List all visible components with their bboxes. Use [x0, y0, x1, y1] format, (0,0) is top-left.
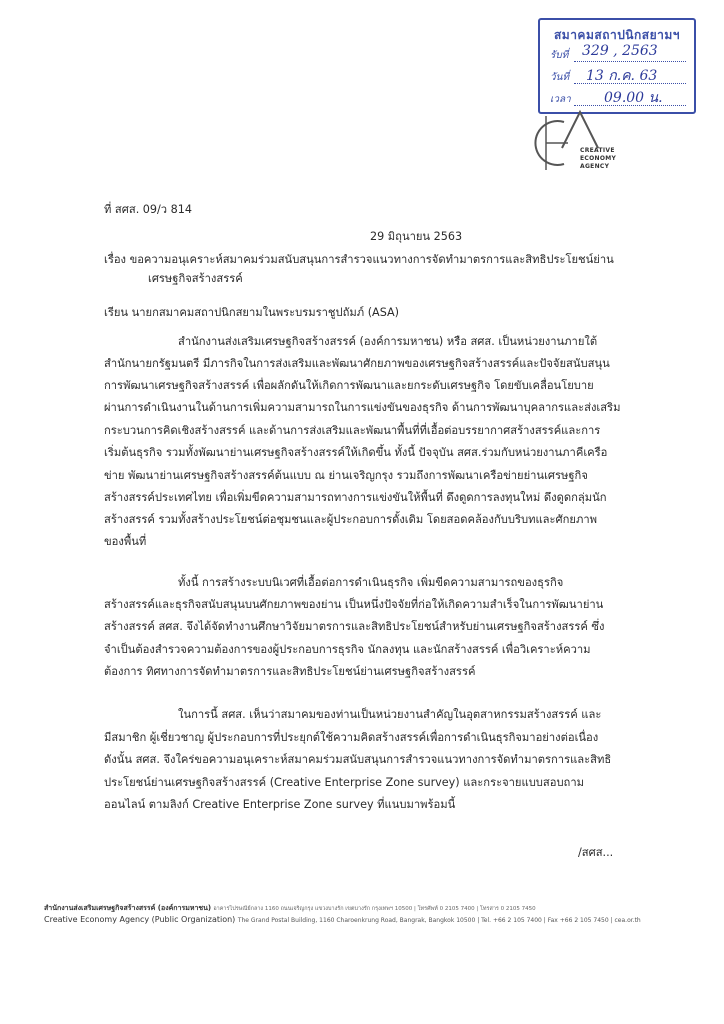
stamp-received-number: 329 , 2563 — [582, 43, 658, 59]
paragraph-1-line: เริ่มต้นธุรกิจ รวมทั้งพัฒนาย่านเศรษฐกิจสร้างสรรค์ให้เกิดขึ้น ทั้งนี้ ปัจจุบัน สศส.ร่วมกับหน่วยงานภาคีเครือ — [104, 446, 608, 459]
paragraph-2-line: ต้องการ ทิศทางการจัดทำมาตรการและสิทธิประโยชน์ย่านเศรษฐกิจสร้างสรรค์ — [104, 665, 476, 678]
footer-address-english: The Grand Postal Building, 1160 Charoenkrung Road, Bangrak, Bangkok 10500 | Tel. +66 2 105 7400 | Fax +66 2 105 7450 | cea.or.th — [237, 917, 641, 924]
paragraph-1-line: ผ่านการดำเนินงานในด้านการเพิ่มความสามารถในการแข่งขันของธุรกิจ ด้านการพัฒนาบุคลากรและส่งเสริม — [104, 401, 621, 414]
reference-number: ที่ สศส. 09/ว 814 — [104, 203, 192, 216]
paragraph-2-line: จำเป็นต้องสำรวจความต้องการของผู้ประกอบการธุรกิจ นักลงทุน และนักสร้างสรรค์ เพื่อวิเคราะห์ความ — [104, 643, 591, 656]
logo-word: AGENCY — [580, 163, 610, 170]
footer-address-thai: อาคารไปรษณีย์กลาง 1160 ถนนเจริญกรุง แขวงบางรัก เขตบางรัก กรุงเทพฯ 10500 | โทรศัพท์ 0 2105 7400 | โทรสาร 0 2105 7450 — [213, 906, 536, 912]
receiving-stamp — [538, 18, 696, 114]
paragraph-3-line: ประโยชน์ย่านเศรษฐกิจสร้างสรรค์ (Creative Enterprise Zone survey) และกระจายแบบสอบถาม — [104, 776, 584, 789]
letter-date: 29 มิถุนายน 2563 — [370, 230, 463, 243]
paragraph-3-line: มีสมาชิก ผู้เชี่ยวชาญ ผู้ประกอบการที่ประยุกต์ใช้ความคิดสร้างสรรค์เพื่อการดำเนินธุรกิจมาอย่างต่อเนื่อง — [104, 731, 599, 744]
paragraph-1-line: สร้างสรรค์ประเทศไทย เพื่อเพิ่มขีดความสามารถทางการแข่งขันให้พื้นที่ ดึงดูดการลงทุนใหม่ ดึงดูดกลุ่มนัก — [104, 491, 607, 504]
stamp-label-time: เวลา — [550, 94, 571, 105]
paragraph-1-line: ของพื้นที่ — [104, 535, 147, 548]
stamp-label-date: วันที่ — [550, 72, 570, 83]
logo-word: ECONOMY — [580, 155, 617, 162]
paragraph-1-line: สำนักงานส่งเสริมเศรษฐกิจสร้างสรรค์ (องค์การมหาชน) หรือ สศส. เป็นหน่วยงานภายใต้ — [178, 335, 598, 348]
stamp-received-date: 13 ก.ค. 63 — [586, 68, 658, 84]
paragraph-1-line: กระบวนการคิดเชิงสร้างสรรค์ และด้านการส่งเสริมและพัฒนาพื้นที่ที่เอื้อต่อบรรยากาศสร้างสรรค์และการ — [104, 424, 601, 437]
stamp-received-time: 09.00 น. — [604, 90, 663, 106]
subject-line-1: เรื่อง ขอความอนุเคราะห์สมาคมร่วมสนับสนุนการสำรวจแนวทางการจัดทำมาตรการและสิทธิประโยชน์ย่าน — [104, 253, 614, 266]
subject-line-2: เศรษฐกิจสร้างสรรค์ — [148, 272, 243, 285]
logo-wordmark — [580, 147, 616, 171]
paragraph-2-line: ทั้งนี้ การสร้างระบบนิเวศที่เอื้อต่อการดำเนินธุรกิจ เพิ่มขีดความสามารถของธุรกิจ — [178, 576, 564, 589]
salutation: เรียน นายกสมาคมสถาปนิกสยามในพระบรมราชูปถัมภ์ (ASA) — [104, 306, 400, 319]
logo-word: CREATIVE — [580, 147, 615, 154]
stamp-title: สมาคมสถาปนิกสยามฯ — [553, 28, 681, 42]
paragraph-3-line: ออนไลน์ ตามลิงก์ Creative Enterprise Zone survey ที่แนบมาพร้อมนี้ — [104, 798, 456, 811]
paragraph-1-line: ข่าย พัฒนาย่านเศรษฐกิจสร้างสรรค์ต้นแบบ ณ ย่านเจริญกรุง รวมถึงการพัฒนาเครือข่ายย่านเศรษฐกิจ — [104, 469, 588, 482]
stamp-label-received: รับที่ — [550, 50, 569, 61]
footer-org-thai: สำนักงานส่งเสริมเศรษฐกิจสร้างสรรค์ (องค์การมหาชน) — [44, 904, 212, 912]
continuation-marker: /สศส... — [578, 846, 614, 859]
footer-org-english: Creative Economy Agency (Public Organization) — [44, 915, 236, 924]
paragraph-1-line: สร้างสรรค์ รวมทั้งสร้างประโยชน์ต่อชุมชนและผู้ประกอบการดั้งเดิม โดยสอดคล้องกับบริบทและศักยภาพ — [104, 513, 597, 526]
footer-thai — [44, 903, 536, 914]
paragraph-3-line: ดังนั้น สศส. จึงใคร่ขอความอนุเคราะห์สมาคมร่วมสนับสนุนการสำรวจแนวทางการจัดทำมาตรการและสิทธิ — [104, 753, 612, 766]
footer-english — [44, 915, 641, 924]
paragraph-3-line: ในการนี้ สศส. เห็นว่าสมาคมของท่านเป็นหน่วยงานสำคัญในอุตสาหกรรมสร้างสรรค์ และ — [178, 708, 602, 721]
paragraph-1-line: สำนักนายกรัฐมนตรี มีภารกิจในการส่งเสริมและพัฒนาศักยภาพของเศรษฐกิจสร้างสรรค์และปัจจัยสนับสนุน — [104, 357, 610, 370]
paragraph-2-line: สร้างสรรค์และธุรกิจสนับสนุนบนศักยภาพของย่าน เป็นหนึ่งปัจจัยที่ก่อให้เกิดความสำเร็จในการพัฒนาย่าน — [104, 598, 604, 611]
paragraph-2-line: สร้างสรรค์ สศส. จึงได้จัดทำงานศึกษาวิจัยมาตรการและสิทธิประโยชน์สำหรับย่านเศรษฐกิจสร้างสรรค์ ซึ่ง — [104, 620, 605, 633]
paragraph-1-line: การพัฒนาเศรษฐกิจสร้างสรรค์ เพื่อผลักดันให้เกิดการพัฒนาและยกระดับเศรษฐกิจ โดยขับเคลื่อนโยบาย — [104, 379, 594, 392]
